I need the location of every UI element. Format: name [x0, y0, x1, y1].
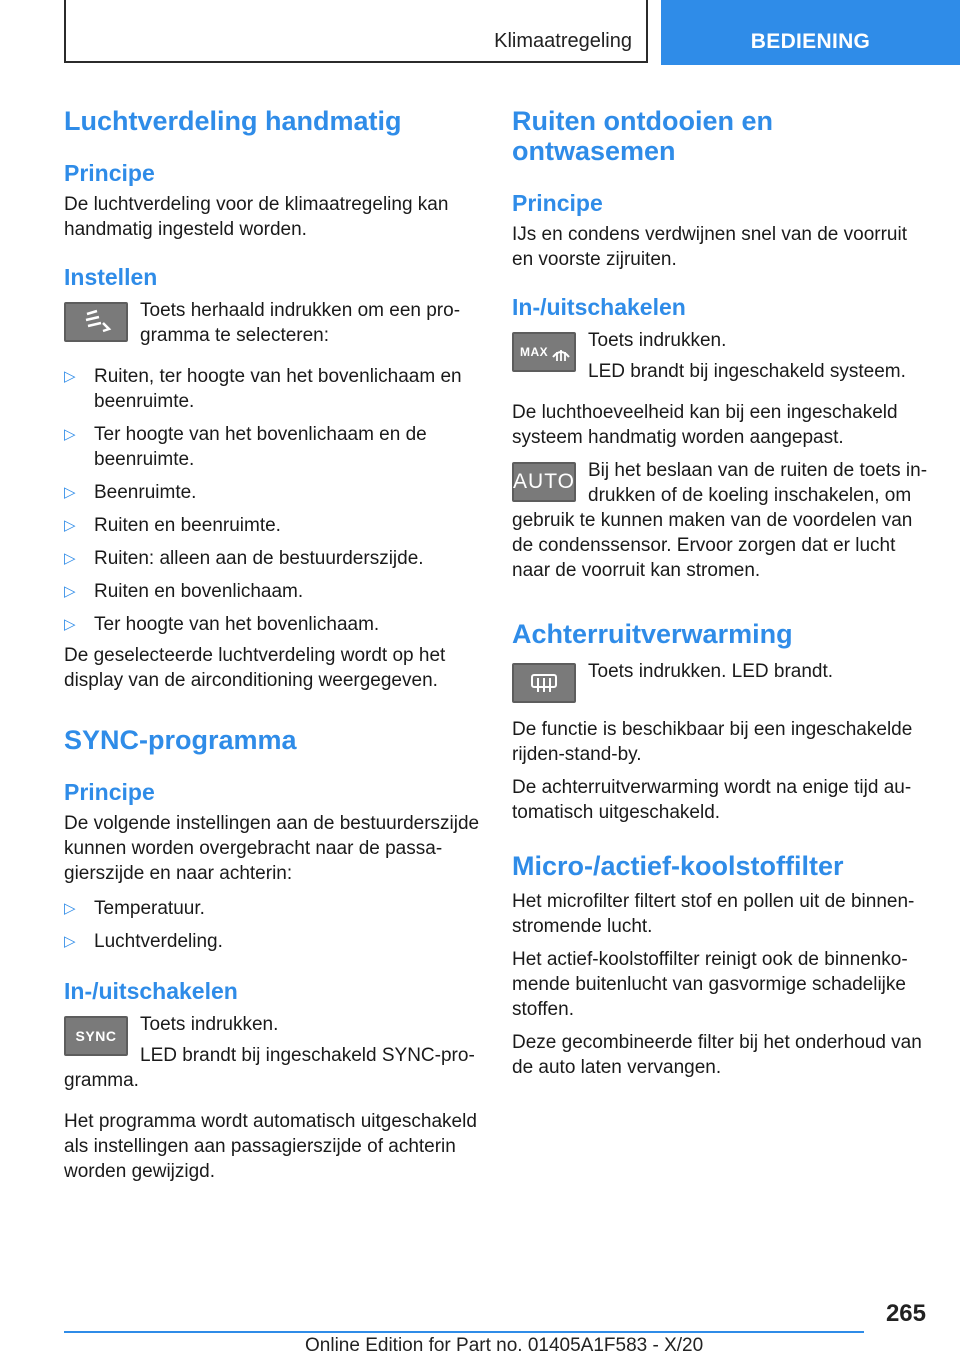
paragraph: Toets indrukken. LED brandt.: [588, 661, 834, 682]
paragraph: De geselecteerde luchtverdeling wordt op het display van de airconditioning weergegeven.: [64, 645, 446, 691]
sync-row: [64, 1012, 480, 1093]
triangle-icon: ▷: [64, 900, 76, 917]
paragraph: IJs en condens verdwijnen snel van de voorruit en voorste zijruiten.: [512, 224, 908, 270]
list-item: ▷ Luchtverdeling.: [64, 931, 223, 952]
header-chapter-title: BEDIENING: [750, 30, 871, 53]
auto-row: [512, 458, 932, 583]
paragraph: LED brandt bij ingeschakeld systeem.: [588, 361, 906, 382]
rear-defrost-button: [512, 663, 576, 703]
left-column: [64, 100, 480, 1184]
list-item: ▷ Temperatuur.: [64, 898, 205, 919]
list-item: ▷ Ruiten en beenruimte.: [64, 515, 281, 536]
list-item: ▷ Ter hoogte van het bovenlichaam en de beenruimte.: [64, 424, 427, 470]
list-item: ▷ Ruiten, ter hoogte van het bovenlichaam en beenruimte.: [64, 366, 462, 412]
subheading-in-uitschakelen: In-/uitschakelen: [64, 978, 238, 1004]
sync-button: SYNC: [64, 1016, 128, 1056]
paragraph: Bij het beslaan van de ruiten de toets indrukken of de koeling inschakelen, om gebruik te kunnen maken van de voordelen van de condenssensor. Ervoor zorgen dat er lucht naar de voorruit kan stromen.: [512, 460, 928, 581]
subheading-instellen: Instellen: [64, 264, 158, 290]
subheading-in-uitschakelen: In-/uitschakelen: [512, 294, 686, 320]
page-number: 265: [885, 1300, 926, 1327]
paragraph: De volgende instellingen aan de bestuurderszijde kunnen worden overgebracht naar de passagierszijde en naar achterin:: [64, 813, 480, 884]
section-title-achterruitverwarming: Achterruitverwarming: [512, 619, 793, 649]
triangle-icon: ▷: [64, 616, 76, 633]
auto-button: AUTO: [512, 462, 576, 502]
airflow-button: [64, 302, 128, 342]
paragraph: De luchthoeveelheid kan bij een ingeschakeld systeem handmatig worden aangepast.: [512, 402, 898, 448]
airflow-icon: [77, 309, 115, 335]
triangle-icon: ▷: [64, 933, 76, 950]
subheading-principe: Principe: [64, 779, 155, 805]
section-title-sync: SYNC-programma: [64, 725, 297, 755]
rear-window-heating-icon: [529, 672, 559, 694]
paragraph: De luchtverdeling voor de klimaatregeling kan handmatig ingesteld worden.: [64, 194, 449, 240]
triangle-icon: ▷: [64, 550, 76, 567]
header-chapter: [661, 0, 960, 65]
right-column: [512, 100, 932, 1080]
triangle-icon: ▷: [64, 426, 76, 443]
instellen-row: [64, 298, 480, 348]
list-item: ▷ Beenruimte.: [64, 482, 197, 503]
section-title-filter: Micro-/actief-koolstoffilter: [512, 851, 844, 881]
subheading-principe: Principe: [512, 190, 603, 216]
defrost-icon: [550, 341, 572, 363]
header-section-title: Klimaatregeling: [494, 30, 632, 52]
footer-divider: [64, 1331, 864, 1333]
paragraph: Het programma wordt automatisch uitgeschakeld als instellingen aan passagierszijde of achterin worden gewijzigd.: [64, 1111, 477, 1182]
section-title-luchtverdeling: Luchtverdeling handmatig: [64, 106, 402, 136]
paragraph: Toets indrukken.: [588, 330, 727, 351]
paragraph: De functie is beschikbaar bij een ingeschakelde rijden-stand-by.: [512, 719, 913, 765]
max-defrost-button: MAX: [512, 332, 576, 372]
paragraph: LED brandt bij ingeschakeld SYNC-programma.: [64, 1045, 475, 1091]
paragraph: Toets herhaald indrukken om een programma te selecteren:: [140, 300, 461, 346]
airflow-list: [64, 364, 480, 637]
list-item: ▷ Ruiten en bovenlichaam.: [64, 581, 304, 602]
triangle-icon: ▷: [64, 517, 76, 534]
subheading-principe: Principe: [64, 160, 155, 186]
triangle-icon: ▷: [64, 583, 76, 600]
section-title-ruiten: Ruiten ontdooien en ontwasemen: [512, 106, 773, 166]
list-item: ▷ Ter hoogte van het bovenlichaam.: [64, 614, 380, 635]
triangle-icon: ▷: [64, 368, 76, 385]
paragraph: De achterruitverwarming wordt na enige tijd automatisch uitgeschakeld.: [512, 777, 912, 823]
triangle-icon: ▷: [64, 484, 76, 501]
paragraph: Toets indrukken.: [140, 1014, 279, 1035]
rear-row: [512, 659, 932, 707]
paragraph: Het actief-koolstoffilter reinigt ook de binnenkomende buitenlucht van gasvormige schadelijke stoffen.: [512, 949, 908, 1020]
paragraph: Het microfilter filtert stof en pollen uit de binnenstromende lucht.: [512, 891, 915, 937]
sync-list: [64, 896, 480, 954]
header-section: [64, 0, 648, 63]
footer-edition: Online Edition for Part no. 01405A1F583 - X/20: [305, 1335, 704, 1356]
list-item: ▷ Ruiten: alleen aan de bestuurderszijde.: [64, 548, 424, 569]
paragraph: Deze gecombineerde filter bij het onderhoud van de auto laten vervangen.: [512, 1032, 922, 1078]
max-row: [512, 328, 932, 384]
